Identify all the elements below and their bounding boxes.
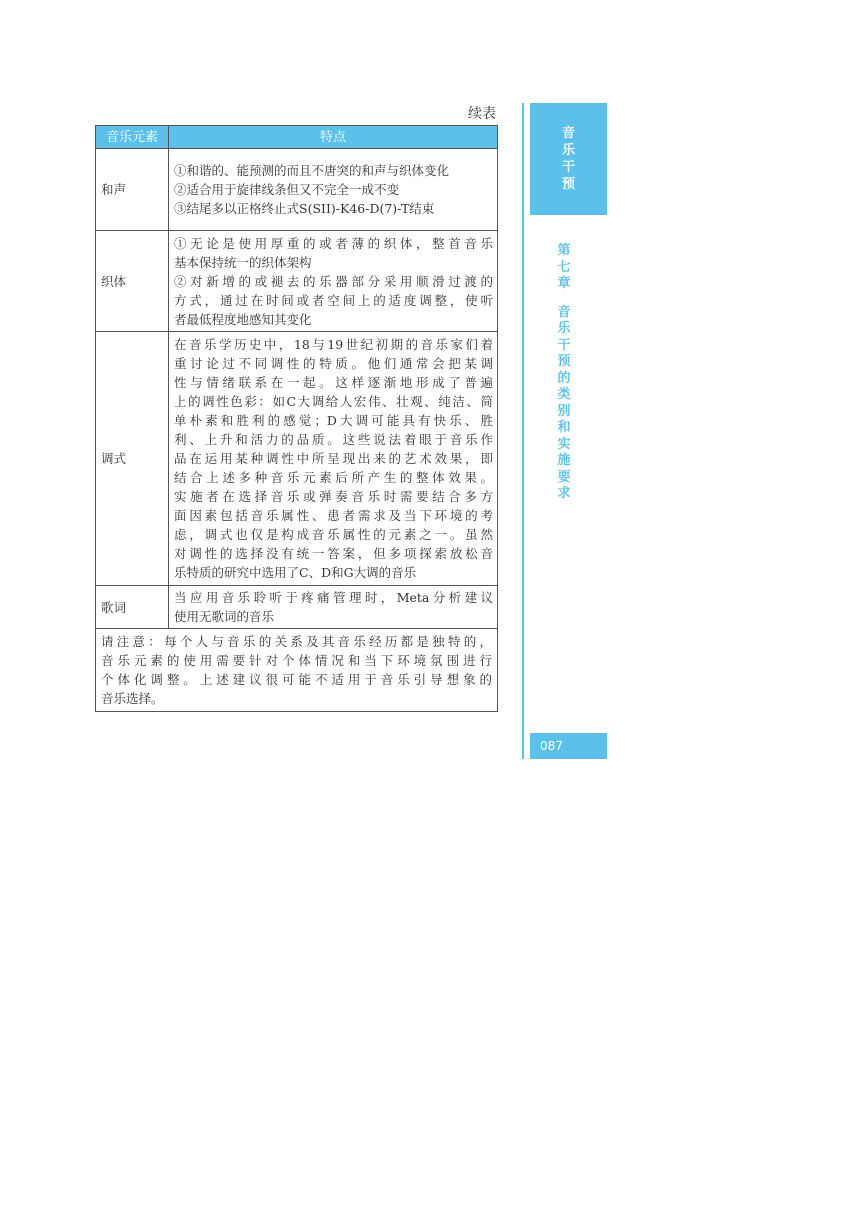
element-lyrics: 歌词 bbox=[96, 586, 169, 629]
note-cell bbox=[96, 629, 498, 712]
lyrics-description bbox=[169, 586, 498, 629]
header-music-element: 音乐元素 bbox=[96, 126, 169, 149]
element-mode: 调式 bbox=[96, 332, 169, 586]
chapter-title-char: 乐 bbox=[557, 321, 571, 336]
chapter-title-char: 类 bbox=[557, 387, 571, 402]
desc-line: ③结尾多以正格终止式S(SII)-K46-D(7)-T结束 bbox=[174, 201, 435, 216]
chapter-title-char: 求 bbox=[557, 486, 571, 501]
desc-line: 结合上述多种音乐元素后所产生的整体效果。 bbox=[174, 470, 493, 485]
desc-line: 实施者在选择音乐或弹奏音乐时需要结合多方 bbox=[174, 489, 493, 504]
table-row bbox=[96, 231, 498, 332]
note-row bbox=[96, 629, 498, 712]
chapter-number-char: 七 bbox=[557, 259, 571, 275]
music-elements-table bbox=[95, 125, 498, 712]
table-row bbox=[96, 149, 498, 231]
chapter-title-char: 实 bbox=[557, 436, 571, 452]
chapter-number-char: 章 bbox=[557, 276, 571, 291]
desc-line: 品在运用某种调性中所呈现出来的艺术效果，即 bbox=[174, 451, 493, 466]
desc-line: 在音乐学历史中，18与19世纪初期的音乐家们着 bbox=[174, 337, 493, 352]
harmony-description bbox=[169, 149, 498, 231]
desc-line: 使用无歌词的音乐 bbox=[174, 609, 275, 624]
chapter-number-char: 第 bbox=[557, 243, 571, 258]
desc-line: 面因素包括音乐属性、患者需求及当下环境的考 bbox=[174, 508, 493, 523]
desc-line: 方式，通过在时间或者空间上的适度调整，使听 bbox=[174, 292, 493, 308]
section-tab bbox=[530, 103, 607, 215]
desc-line: ②适合用于旋律线条但又不完全一成不变 bbox=[174, 182, 400, 197]
desc-line: 虑，调式也仅是构成音乐属性的元素之一。虽然 bbox=[174, 527, 493, 542]
desc-line: ②对新增的或褪去的乐器部分采用顺滑过渡的 bbox=[174, 273, 493, 289]
element-harmony: 和声 bbox=[96, 149, 169, 231]
note-line: 个体化调整。上述建议很可能不适用于音乐引导想象的 bbox=[101, 672, 492, 687]
desc-line: 利、上升和活力的品质。这些说法着眼于音乐作 bbox=[174, 432, 493, 447]
chapter-title-char: 的 bbox=[557, 370, 571, 386]
desc-line: 乐特质的研究中选用了C、D和G大调的音乐 bbox=[174, 565, 417, 580]
section-tab-char: 乐 bbox=[561, 143, 575, 158]
page-number: 087 bbox=[530, 733, 607, 759]
desc-line: 单朴素和胜利的感觉；D大调可能具有快乐、胜 bbox=[174, 413, 493, 428]
note-line: 音乐选择。 bbox=[101, 691, 164, 706]
chapter-title-char: 别 bbox=[557, 403, 571, 419]
chapter-title-char: 施 bbox=[557, 453, 571, 468]
header-characteristics: 特点 bbox=[169, 126, 498, 149]
desc-line: 对调性的选择没有统一答案，但多项探索放松音 bbox=[174, 546, 493, 561]
section-tab-char: 预 bbox=[561, 177, 575, 192]
chapter-title-char: 要 bbox=[557, 469, 571, 485]
element-texture: 织体 bbox=[96, 231, 169, 332]
margin-divider bbox=[522, 103, 524, 759]
desc-line: ①和谐的、能预测的而且不唐突的和声与织体变化 bbox=[174, 163, 450, 178]
desc-line: 者最低程度地感知其变化 bbox=[174, 311, 312, 327]
section-tab-char: 音 bbox=[561, 126, 575, 141]
desc-line: 上的调性色彩：如C大调给人宏伟、壮观、纯洁、简 bbox=[174, 394, 493, 409]
mode-description bbox=[169, 332, 498, 586]
chapter-title-char: 和 bbox=[557, 420, 571, 435]
table-header-row bbox=[96, 126, 498, 149]
chapter-title-vertical bbox=[555, 243, 573, 503]
note-line: 请注意：每个人与音乐的关系及其音乐经历都是独特的， bbox=[101, 634, 492, 649]
table-row bbox=[96, 332, 498, 586]
desc-line: 重讨论过不同调性的特质。他们通常会把某调 bbox=[174, 356, 493, 371]
chapter-title-char: 预 bbox=[557, 354, 571, 369]
desc-line: 基本保持统一的织体架构 bbox=[174, 254, 312, 270]
chapter-title-char: 音 bbox=[557, 304, 571, 320]
continued-label: 续表 bbox=[468, 106, 496, 122]
chapter-title-char: 干 bbox=[557, 337, 571, 353]
section-tab-char: 干 bbox=[561, 160, 575, 175]
table-row bbox=[96, 586, 498, 629]
desc-line: 当应用音乐聆听于疼痛管理时，Meta分析建议 bbox=[174, 590, 493, 605]
desc-line: ①无论是使用厚重的或者薄的织体，整首音乐 bbox=[174, 235, 493, 251]
texture-description bbox=[169, 231, 498, 332]
desc-line: 性与情绪联系在一起。这样逐渐地形成了普遍 bbox=[174, 375, 493, 390]
note-line: 音乐元素的使用需要针对个体情况和当下环境氛围进行 bbox=[101, 653, 492, 668]
